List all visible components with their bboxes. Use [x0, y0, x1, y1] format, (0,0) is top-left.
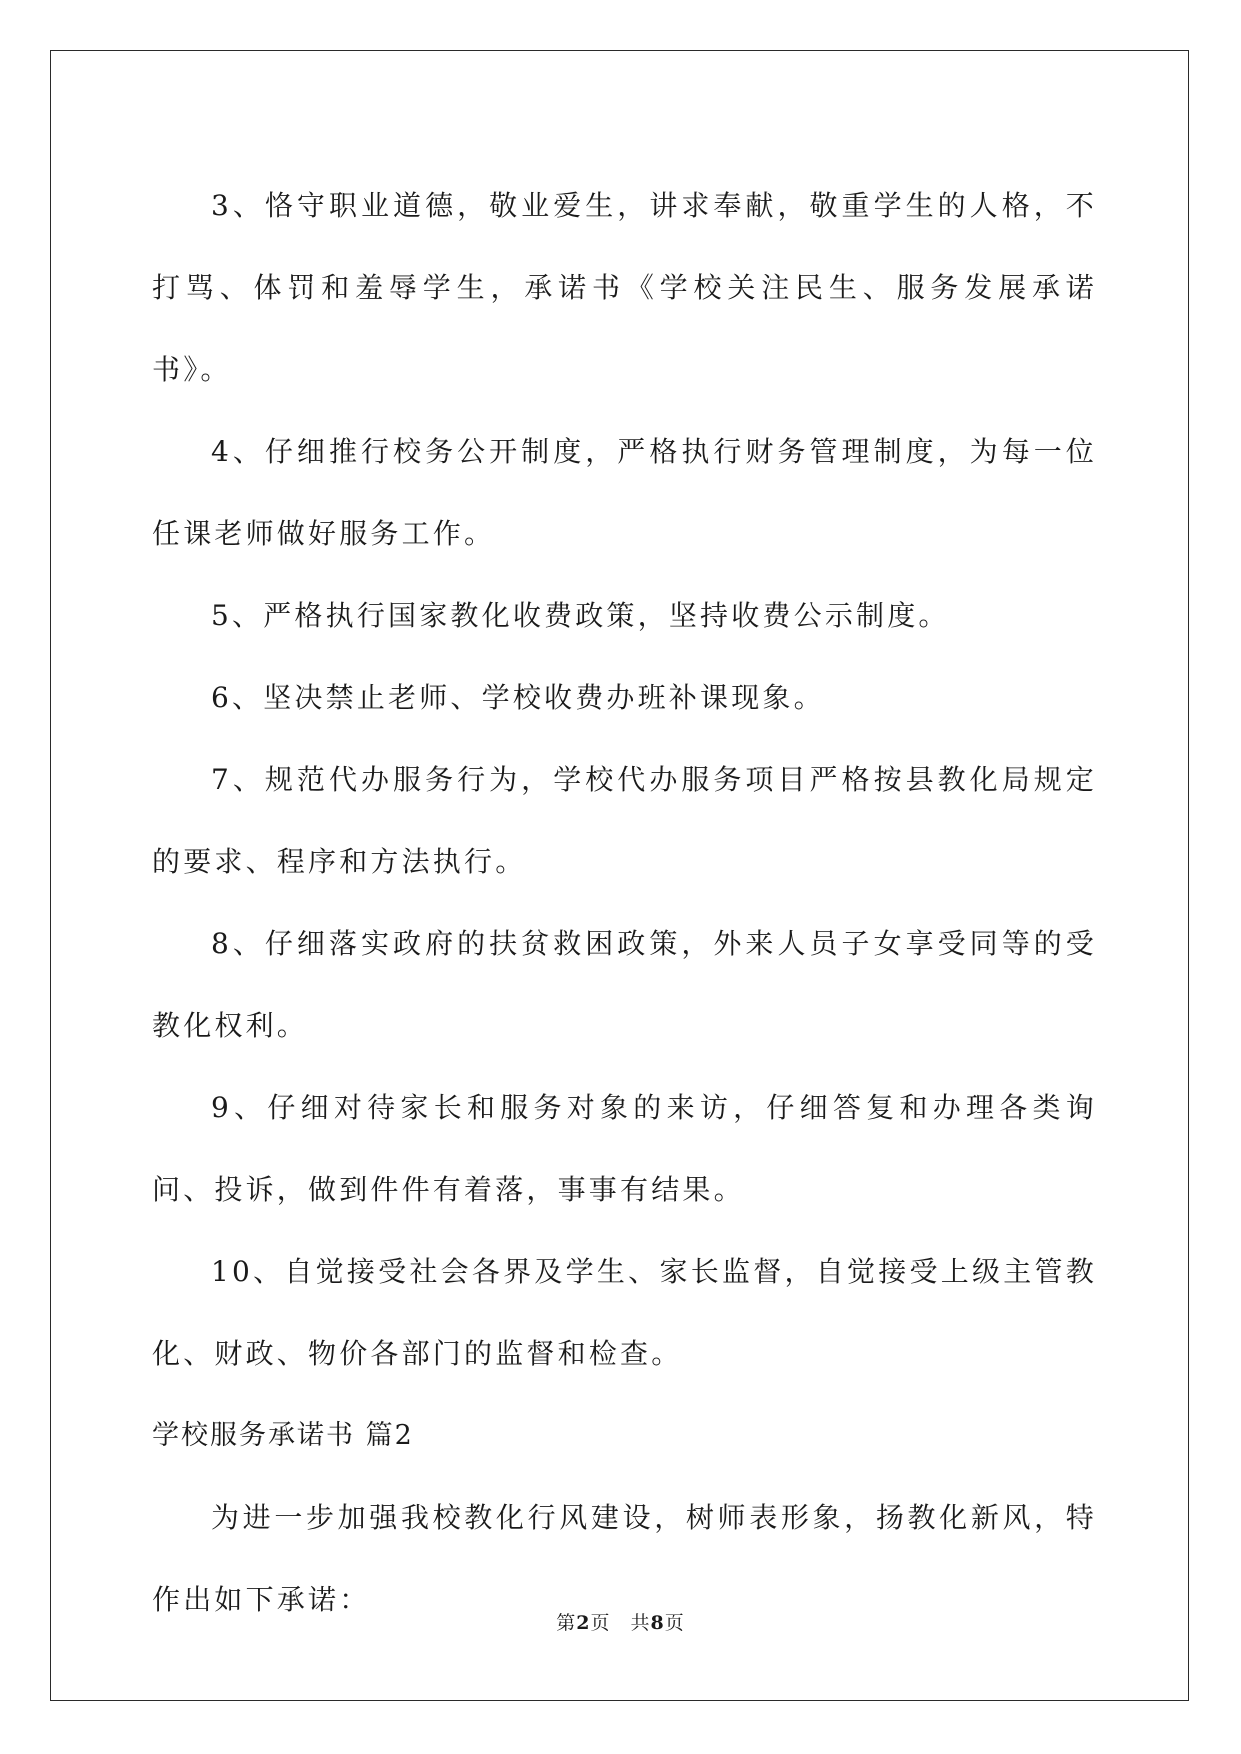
page-label: 页	[590, 1612, 611, 1634]
page-current-number: 2	[576, 1612, 591, 1634]
paragraph-item-3: 3、恪守职业道德，敬业爱生，讲求奉献，敬重学生的人格，不打骂、体罚和羞辱学生，承诺书《学校关注民生、服务发展承诺书》。	[152, 189, 1097, 386]
paragraph-item-10: 10、自觉接受社会各界及学生、家长监督，自觉接受上级主管教化、财政、物价各部门的监督和检查。	[152, 1255, 1097, 1370]
document-body	[152, 165, 1097, 1641]
page-total-number: 8	[650, 1612, 665, 1634]
page-footer	[0, 1608, 1241, 1635]
page-prefix: 第	[556, 1612, 577, 1634]
paragraph-item-6: 6、坚决禁止老师、学校收费办班补课现象。	[211, 681, 825, 714]
paragraph-item-8: 8、仔细落实政府的扶贫救困政策，外来人员子女享受同等的受教化权利。	[152, 927, 1097, 1042]
section-intro-paragraph: 为进一步加强我校教化行风建设，树师表形象，扬教化新风，特作出如下承诺：	[152, 1501, 1097, 1616]
total-label: 页	[664, 1612, 685, 1634]
paragraph-item-7: 7、规范代办服务行为，学校代办服务项目严格按县教化局规定的要求、程序和方法执行。	[152, 763, 1097, 878]
section-heading: 学校服务承诺书 篇2	[152, 1420, 414, 1451]
paragraph-item-9: 9、仔细对待家长和服务对象的来访，仔细答复和办理各类询问、投诉，做到件件有着落，事事有结果。	[152, 1091, 1097, 1206]
paragraph-item-4: 4、仔细推行校务公开制度，严格执行财务管理制度，为每一位任课老师做好服务工作。	[152, 435, 1097, 550]
total-prefix: 共	[630, 1612, 651, 1634]
paragraph-item-5: 5、严格执行国家教化收费政策，坚持收费公示制度。	[211, 599, 950, 632]
